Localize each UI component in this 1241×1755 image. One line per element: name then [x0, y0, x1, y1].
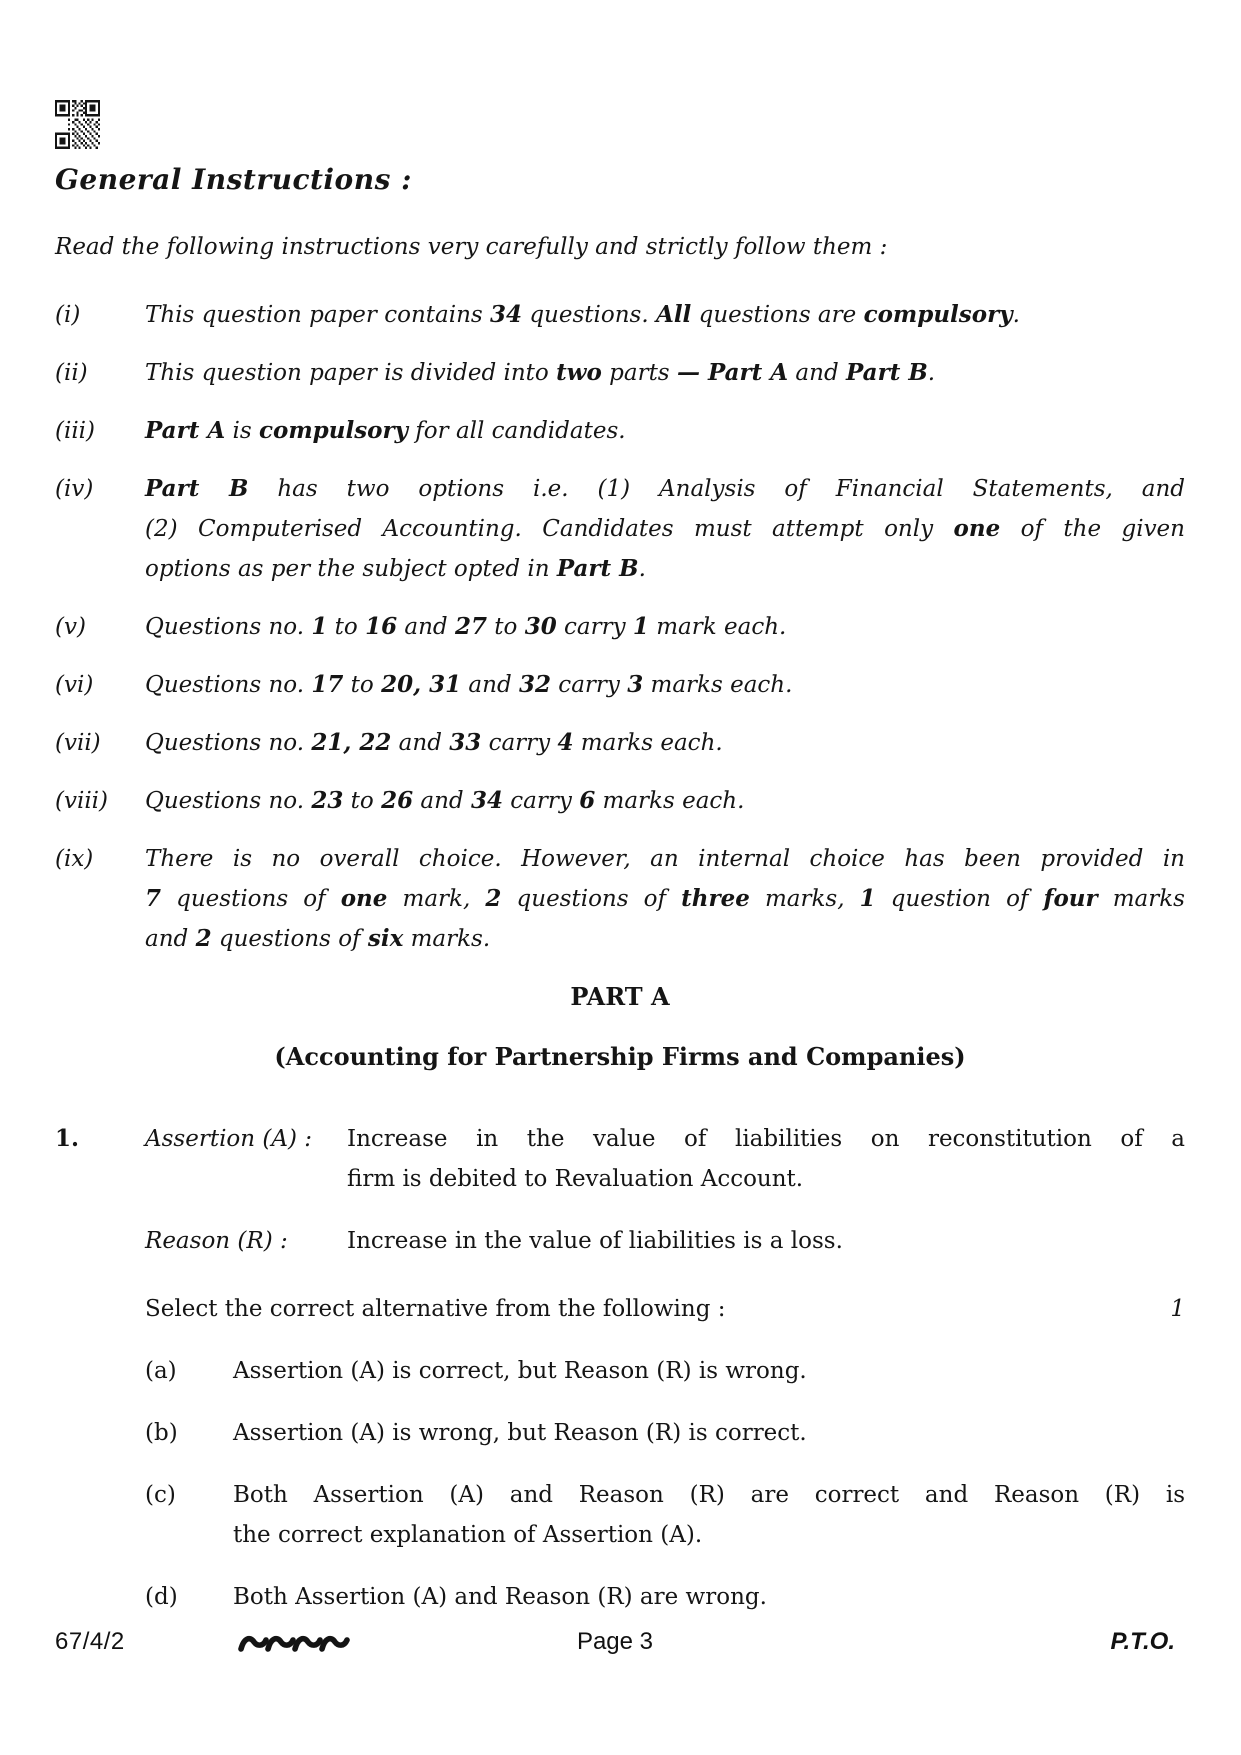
- text-segment: Questions no.: [145, 614, 312, 640]
- option-row: [145, 1475, 1185, 1555]
- instruction-text: [145, 469, 1185, 589]
- bold-text: Part B: [846, 359, 928, 386]
- text-segment: Questions no.: [145, 788, 312, 814]
- option-text: [233, 1351, 1185, 1391]
- text-line: [233, 1515, 1185, 1555]
- instruction-text: [145, 607, 1185, 647]
- bold-text: 4: [557, 729, 574, 756]
- option-text: [233, 1475, 1185, 1555]
- bold-text: Part A: [145, 417, 226, 444]
- bold-text: 26: [381, 787, 414, 814]
- instruction-number: (iv): [55, 476, 94, 502]
- bold-text: 21, 22: [311, 729, 392, 756]
- bold-text: — Part A: [676, 359, 789, 386]
- text-segment: parts: [601, 360, 677, 386]
- text-line: [145, 411, 1185, 451]
- text-segment: carry: [481, 730, 558, 756]
- bold-text: Part B: [145, 475, 249, 502]
- assertion-row: [145, 1119, 1185, 1199]
- text-segment: and: [413, 788, 471, 814]
- text-line: [347, 1119, 1185, 1159]
- bold-text: 1: [632, 613, 649, 640]
- text-segment: Increase in the value of liabilities is a loss.: [347, 1228, 843, 1254]
- bold-text: 16: [365, 613, 398, 640]
- qr-code-icon: [55, 100, 100, 149]
- option-letter: (b): [145, 1420, 178, 1446]
- text-segment: This question paper is divided into: [145, 360, 557, 386]
- text-segment: Assertion (A) is correct, but Reason (R) is wrong.: [233, 1358, 807, 1384]
- text-segment: Questions no.: [145, 730, 312, 756]
- text-segment: questions of: [501, 886, 682, 912]
- text-segment: Increase in the value of liabilities on reconstitution of a: [347, 1126, 1185, 1152]
- pto-label: P.T.O.: [1110, 1628, 1175, 1655]
- text-line: [145, 723, 1185, 763]
- instruction-number: (ii): [55, 360, 88, 386]
- text-segment: mark each.: [648, 614, 787, 640]
- text-line: [347, 1221, 1185, 1261]
- instructions-intro: Read the following instructions very carefully and strictly follow them :: [55, 234, 888, 260]
- text-segment: questions are: [691, 302, 864, 328]
- bold-text: All: [655, 301, 692, 328]
- text-line: [145, 469, 1185, 509]
- text-line: [145, 919, 1185, 959]
- instruction-item: [55, 839, 1185, 959]
- bold-text: Part B: [556, 555, 639, 582]
- instruction-text: [145, 411, 1185, 451]
- text-segment: This question paper contains: [145, 302, 490, 328]
- instruction-number: (v): [55, 614, 86, 640]
- instruction-number: (iii): [55, 418, 96, 444]
- page-footer: [55, 1622, 1175, 1664]
- text-line: [145, 607, 1185, 647]
- instruction-number: (i): [55, 302, 81, 328]
- part-a-heading: PART A: [570, 982, 670, 1011]
- text-line: [145, 839, 1185, 879]
- instruction-text: [145, 665, 1185, 705]
- bold-text: 20, 31: [381, 671, 462, 698]
- text-line: [233, 1475, 1185, 1515]
- question-body: [145, 1119, 1185, 1639]
- text-segment: and: [145, 926, 196, 952]
- text-segment: .: [1012, 302, 1020, 328]
- instruction-number: (vi): [55, 672, 94, 698]
- options-list: [145, 1351, 1185, 1617]
- page-number: Page 3: [576, 1628, 654, 1655]
- instruction-number: (vii): [55, 730, 101, 756]
- text-segment: to: [343, 672, 382, 698]
- option-row: [145, 1351, 1185, 1391]
- instructions-list: [55, 295, 1185, 959]
- bold-text: 27: [454, 613, 487, 640]
- text-segment: Both Assertion (A) and Reason (R) are correct and Reason (R) is: [233, 1482, 1185, 1508]
- text-segment: firm is debited to Revaluation Account.: [347, 1166, 804, 1192]
- general-instructions-heading: General Instructions :: [55, 163, 412, 196]
- text-line: [233, 1577, 1185, 1617]
- bold-text: 2: [195, 925, 212, 952]
- bold-text: 23: [311, 787, 344, 814]
- bold-text: compulsory: [863, 301, 1013, 328]
- bold-text: compulsory: [258, 417, 408, 444]
- text-segment: and: [788, 360, 846, 386]
- instruction-text: [145, 723, 1185, 763]
- instruction-item: [55, 295, 1185, 335]
- text-line: [145, 879, 1185, 919]
- text-segment: marks each.: [595, 788, 745, 814]
- text-segment: and: [461, 672, 519, 698]
- text-segment: Assertion (A) is wrong, but Reason (R) is correct.: [233, 1420, 807, 1446]
- option-text: [233, 1413, 1185, 1453]
- select-prompt-row: [145, 1289, 1185, 1329]
- assertion-text: [347, 1119, 1185, 1199]
- text-segment: Both Assertion (A) and Reason (R) are wrong.: [233, 1584, 767, 1610]
- option-row: [145, 1577, 1185, 1617]
- bold-text: four: [1043, 885, 1098, 912]
- bold-text: 2: [485, 885, 502, 912]
- reason-text: [347, 1221, 1185, 1261]
- text-segment: of the given: [1000, 516, 1185, 542]
- marks-value: 1: [1170, 1296, 1185, 1322]
- option-text: [233, 1577, 1185, 1617]
- option-letter: (c): [145, 1482, 176, 1508]
- text-segment: marks each.: [643, 672, 793, 698]
- assertion-label: Assertion (A) :: [145, 1126, 313, 1152]
- bold-text: 7: [145, 885, 162, 912]
- text-segment: questions of: [211, 926, 368, 952]
- text-segment: .: [927, 360, 936, 386]
- bold-text: one: [953, 515, 1001, 542]
- instruction-text: [145, 295, 1185, 335]
- text-segment: carry: [502, 788, 580, 814]
- reason-row: [145, 1221, 1185, 1261]
- option-letter: (d): [145, 1584, 178, 1610]
- text-line: [145, 665, 1185, 705]
- bold-text: 1: [311, 613, 328, 640]
- text-segment: (2) Computerised Accounting. Candidates must attempt only: [145, 516, 954, 542]
- text-line: [145, 295, 1185, 335]
- text-segment: marks each.: [573, 730, 723, 756]
- bold-text: 34: [490, 301, 523, 328]
- instruction-number: (viii): [55, 788, 109, 814]
- text-segment: carry: [551, 672, 628, 698]
- question-number: 1.: [55, 1125, 80, 1152]
- bold-text: two: [556, 359, 602, 386]
- instruction-item: [55, 781, 1185, 821]
- text-segment: marks.: [403, 926, 491, 952]
- instruction-text: [145, 781, 1185, 821]
- text-segment: .: [638, 556, 646, 582]
- text-segment: question of: [875, 886, 1044, 912]
- bold-text: 33: [449, 729, 482, 756]
- text-line: [145, 353, 1185, 393]
- text-line: [233, 1413, 1185, 1453]
- instruction-item: [55, 469, 1185, 589]
- instruction-item: [55, 723, 1185, 763]
- text-segment: and: [391, 730, 450, 756]
- option-row: [145, 1413, 1185, 1453]
- text-segment: mark,: [387, 886, 486, 912]
- instruction-item: [55, 353, 1185, 393]
- text-segment: marks,: [749, 886, 860, 912]
- bold-text: 34: [470, 787, 503, 814]
- text-segment: questions.: [522, 302, 656, 328]
- text-segment: options as per the subject opted in: [145, 556, 557, 582]
- text-segment: and: [397, 614, 455, 640]
- bold-text: three: [681, 885, 750, 912]
- bold-text: 6: [579, 787, 596, 814]
- text-segment: Questions no.: [145, 672, 312, 698]
- bold-text: 32: [518, 671, 551, 698]
- part-a-subheading: (Accounting for Partnership Firms and Companies): [274, 1042, 966, 1071]
- instruction-item: [55, 607, 1185, 647]
- page-content: [55, 100, 1185, 1639]
- bold-text: 17: [311, 671, 344, 698]
- text-line: [145, 509, 1185, 549]
- instruction-text: [145, 839, 1185, 959]
- select-prompt: Select the correct alternative from the following :: [145, 1296, 726, 1322]
- question-1: [55, 1119, 1185, 1639]
- text-line: [233, 1351, 1185, 1391]
- bold-text: 30: [524, 613, 557, 640]
- text-segment: to: [327, 614, 366, 640]
- question-row: [55, 1119, 1185, 1639]
- text-segment: to: [343, 788, 382, 814]
- option-letter: (a): [145, 1358, 177, 1384]
- bold-text: six: [367, 925, 404, 952]
- paper-code: 67/4/2: [55, 1628, 125, 1655]
- text-segment: to: [486, 614, 525, 640]
- text-segment: has two options i.e. (1) Analysis of Financial Statements, and: [248, 476, 1186, 502]
- text-segment: carry: [556, 614, 633, 640]
- bold-text: one: [340, 885, 388, 912]
- text-segment: There is no overall choice. However, an internal choice has been provided in: [145, 846, 1185, 872]
- text-segment: for all candidates.: [407, 418, 626, 444]
- bold-text: 3: [627, 671, 644, 698]
- text-line: [145, 549, 1185, 589]
- text-segment: the correct explanation of Assertion (A).: [233, 1522, 703, 1548]
- text-segment: is: [225, 418, 259, 444]
- instruction-text: [145, 353, 1185, 393]
- bold-text: 1: [859, 885, 876, 912]
- text-line: [145, 781, 1185, 821]
- text-segment: marks: [1097, 886, 1185, 912]
- reason-label: Reason (R) :: [145, 1228, 288, 1254]
- instruction-item: [55, 411, 1185, 451]
- text-line: [347, 1159, 1185, 1199]
- text-segment: questions of: [161, 886, 341, 912]
- instruction-number: (ix): [55, 846, 94, 872]
- instruction-item: [55, 665, 1185, 705]
